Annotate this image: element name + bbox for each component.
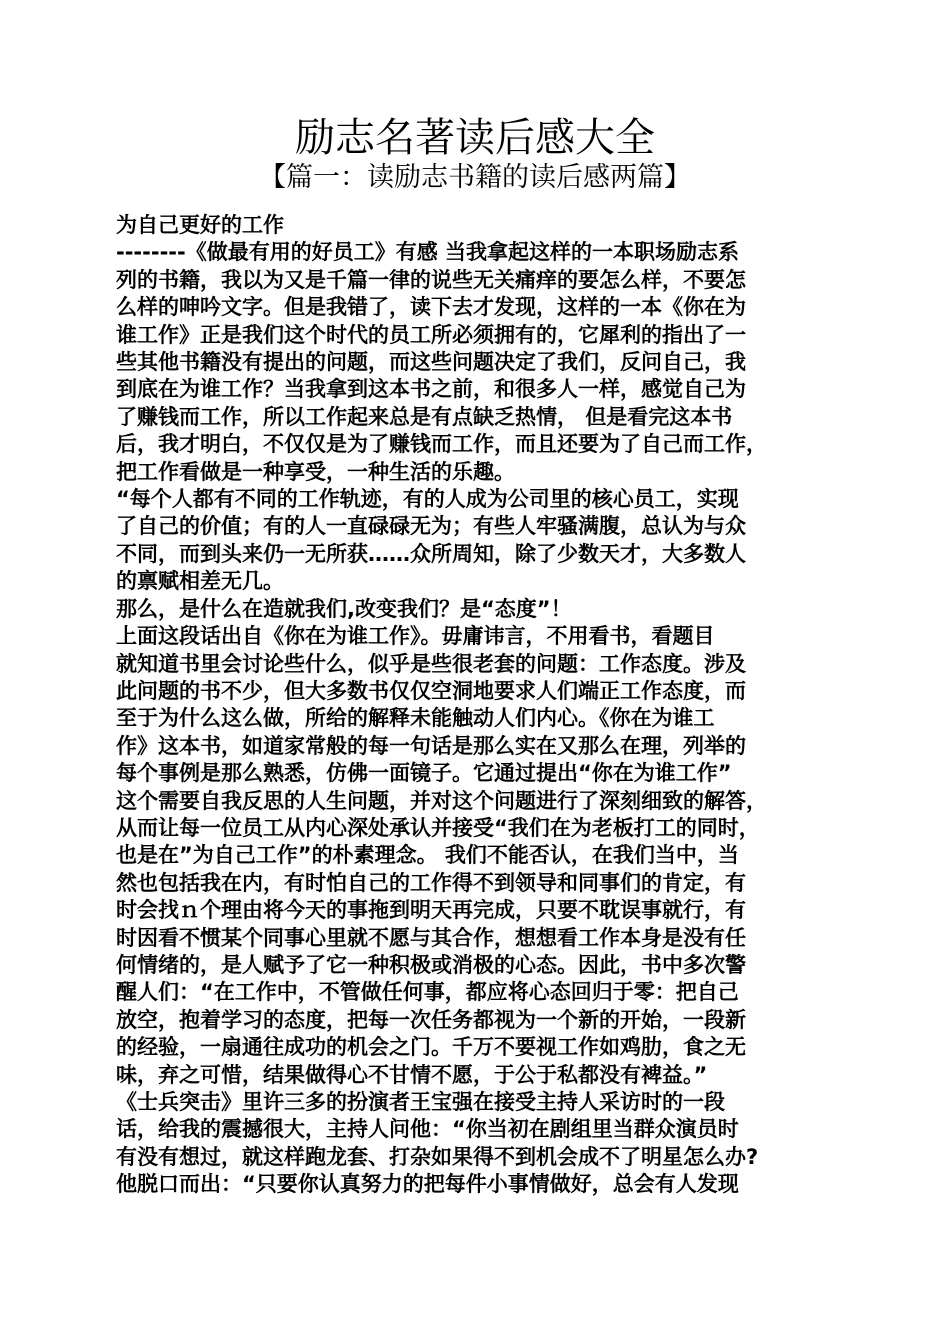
body-line: 时会找ｎ个理由将今天的事拖到明天再完成，只要不耽误事就行，有: [116, 898, 746, 923]
body-line: 的经验，一扇通往成功的机会之门。千万不要视工作如鸡肋，食之无: [116, 1035, 746, 1060]
body-line: 至于为什么这么做，所给的解释未能触动人们内心。《你在为谁工: [116, 706, 715, 731]
body-line: 把工作看做是一种享受，一种生活的乐趣。: [116, 459, 515, 484]
body-line: 《士兵突击》里许三多的扮演者王宝强在接受主持人采访时的一段: [116, 1090, 725, 1114]
body-line: 时因看不惯某个同事心里就不愿与其合作，想想看工作本身是没有任: [116, 925, 746, 950]
body-line: 也是在”为自己工作”的朴素理念。 我们不能否认，在我们当中，当: [116, 843, 739, 868]
body-line: 此问题的书不少，但大多数书仅仅空洞地要求人们端正工作态度，而: [116, 678, 746, 703]
body-line: 作》这本书，如道家常般的每一句话是那么实在又那么在理，列举的: [116, 733, 746, 758]
body-line: 味，弃之可惜，结果做得心不甘情不愿，于公于私都没有裨益。”: [116, 1062, 708, 1087]
body-line: “每个人都有不同的工作轨迹，有的人成为公司里的核心员工，实现: [116, 487, 739, 512]
body-line: 醒人们：“在工作中，不管做任何事，都应将心态回归于零：把自己: [116, 980, 739, 1005]
body-line: 他脱口而出：“只要你认真努力的把每件小事情做好，总会有人发现: [116, 1172, 739, 1197]
body-line: 从而让每一位员工从内心深处承认并接受“我们在为老板打工的同时，: [116, 815, 760, 840]
body-line: 然也包括我在内，有时怕自己的工作得不到领导和同事们的肯定，有: [116, 870, 746, 895]
body-line: 话，给我的震撼很大，主持人问他：“你当初在剧组里当群众演员时: [116, 1117, 739, 1142]
document-title: 励志名著读后感大全: [295, 115, 655, 161]
body-line: 后，我才明白，不仅仅是为了赚钱而工作，而且还要为了自己而工作，: [116, 432, 767, 457]
body-line: 了赚钱而工作，所以工作起来总是有点缺乏热情， 但是看完这本书: [116, 404, 733, 429]
body-line: 就知道书里会讨论些什么，似乎是些很老套的问题：工作态度。涉及: [116, 651, 746, 676]
body-line: 谁工作》正是我们这个时代的员工所必须拥有的，它犀利的指出了一: [116, 322, 746, 347]
body-line: 的禀赋相差无几。: [116, 569, 284, 594]
body-line: 些其他书籍没有提出的问题，而这些问题决定了我们，反问自己，我: [116, 350, 746, 375]
document-body: [116, 212, 840, 1199]
body-line: 有没有想过，就这样跑龙套、打杂如果得不到机会成不了明星怎么办?: [116, 1144, 759, 1169]
body-line: 不同，而到头来仍一无所获……众所周知，除了少数天才，大多数人: [116, 541, 746, 566]
body-line: 放空，抱着学习的态度，把每一次任务都视为一个新的开始，一段新: [116, 1007, 746, 1032]
body-line: 么样的呻吟文字。但是我错了，读下去才发现，这样的一本《你在为: [116, 295, 746, 320]
body-line: 到底在为谁工作？当我拿到这本书之前，和很多人一样，感觉自己为: [116, 377, 746, 402]
body-line: 上面这段话出自《你在为谁工作》。毋庸讳言，不用看书，看题目: [116, 624, 715, 649]
body-line: 为自己更好的工作: [116, 213, 284, 237]
body-line: 列的书籍，我以为又是千篇一律的说些无关痛痒的要怎么样，不要怎: [116, 267, 746, 292]
body-line: 何情绪的，是人赋予了它一种积极或消极的心态。因此，书中多次警: [116, 952, 746, 977]
body-line: 每个事例是那么熟悉，仿佛一面镜子。它通过提出“你在为谁工作”: [116, 761, 732, 786]
body-line: 这个需要自我反思的人生问题，并对这个问题进行了深刻细致的解答，: [116, 788, 767, 813]
body-line: --------《做最有用的好员工》有感 当我拿起这样的一本职场励志系: [116, 240, 740, 265]
body-line: 了自己的价值；有的人一直碌碌无为；有些人牢骚满腹，总认为与众: [116, 514, 746, 539]
body-line: 那么，是什么在造就我们,改变我们？是“态度”！: [116, 596, 572, 621]
document-subtitle: 【篇一：读励志书籍的读后感两篇】: [259, 162, 691, 193]
